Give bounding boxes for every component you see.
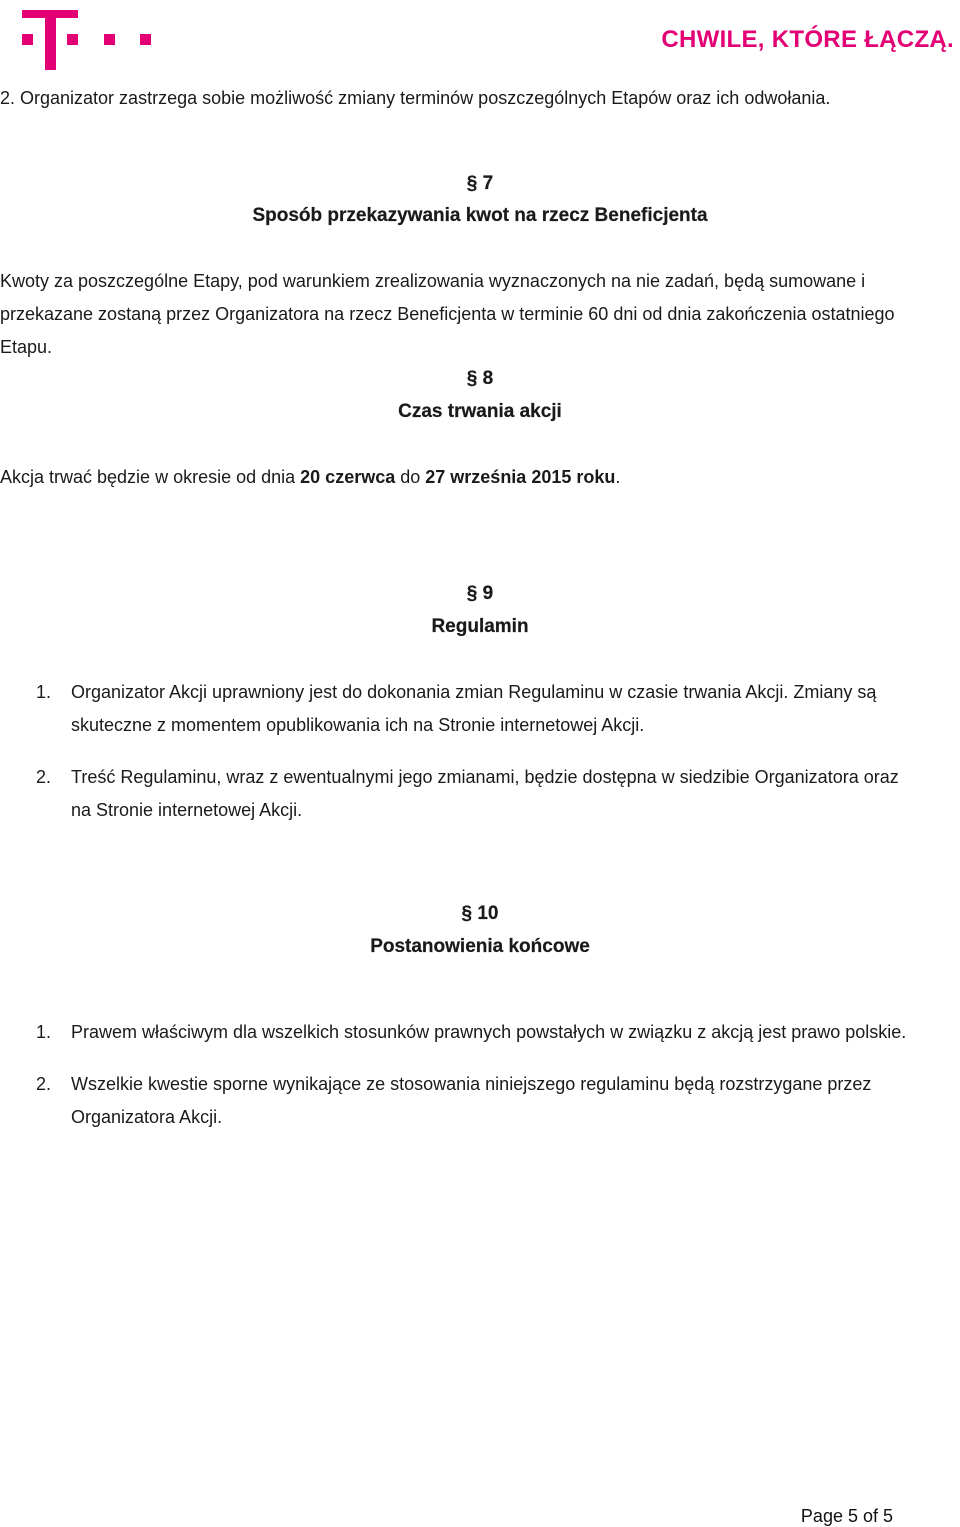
section-10-number: § 10 xyxy=(461,903,499,924)
list-item-line: Treść Regulaminu, wraz z ewentualnymi jego zmianami, będzie dostępna w siedzibie Organizatora oraz xyxy=(71,767,899,787)
section-7-paragraph-line-1: Kwoty za poszczególne Etapy, pod warunkiem zrealizowania wyznaczonych na nie zadań, będą sumowane i xyxy=(0,271,866,291)
section-7-title: Sposób przekazywania kwot na rzecz Beneficjenta xyxy=(252,205,708,226)
list-item-line: Wszelkie kwestie sporne wynikające ze stosowania niniejszego regulaminu będą rozstrzygane przez xyxy=(71,1074,872,1094)
list-item-line: skuteczne z momentem opublikowania ich na Stronie internetowej Akcji. xyxy=(71,715,645,735)
list-item-line: Organizator Akcji uprawniony jest do dokonania zmian Regulaminu w czasie trwania Akcji. Zmiany są xyxy=(71,682,877,702)
list-item-number: 1. xyxy=(36,682,52,702)
end-date: 27 września 2015 roku xyxy=(425,467,616,487)
brand-slogan: CHWILE, KTÓRE ŁĄCZĄ. xyxy=(661,26,954,53)
section-8-paragraph xyxy=(0,465,620,489)
section-9-title: Regulamin xyxy=(431,616,529,637)
section-7-paragraph-line-2: przekazane zostaną przez Organizatora na rzecz Beneficjenta w terminie 60 dni od dnia zakończenia ostatniego xyxy=(0,304,895,324)
list-item-line: Prawem właściwym dla wszelkich stosunków prawnych powstałych w związku z akcją jest prawo polskie. xyxy=(71,1022,907,1042)
section-8-text-after: . xyxy=(615,467,621,487)
section-10-title: Postanowienia końcowe xyxy=(370,936,590,957)
section-8-text-middle: do xyxy=(395,467,426,487)
intro-line: 2. Organizator zastrzega sobie możliwość zmiany terminów poszczególnych Etapów oraz ich odwołania. xyxy=(0,88,831,108)
section-7-number: § 7 xyxy=(466,173,494,194)
list-item-line: Organizatora Akcji. xyxy=(71,1107,223,1127)
section-8-title: Czas trwania akcji xyxy=(398,401,562,422)
list-item-number: 2. xyxy=(36,767,52,787)
section-9-number: § 9 xyxy=(466,583,494,604)
section-8-number: § 8 xyxy=(466,368,494,389)
list-item-number: 1. xyxy=(36,1022,52,1042)
section-7-paragraph-line-3: Etapu. xyxy=(0,337,53,357)
section-8-text-before: Akcja trwać będzie w okresie od dnia xyxy=(0,467,301,487)
list-item-number: 2. xyxy=(36,1074,52,1094)
page-header xyxy=(0,0,960,80)
page-number: Page 5 of 5 xyxy=(800,1506,893,1526)
list-item-line: na Stronie internetowej Akcji. xyxy=(71,800,303,820)
start-date: 20 czerwca xyxy=(300,467,396,487)
telekom-t-logo-icon xyxy=(22,6,162,70)
